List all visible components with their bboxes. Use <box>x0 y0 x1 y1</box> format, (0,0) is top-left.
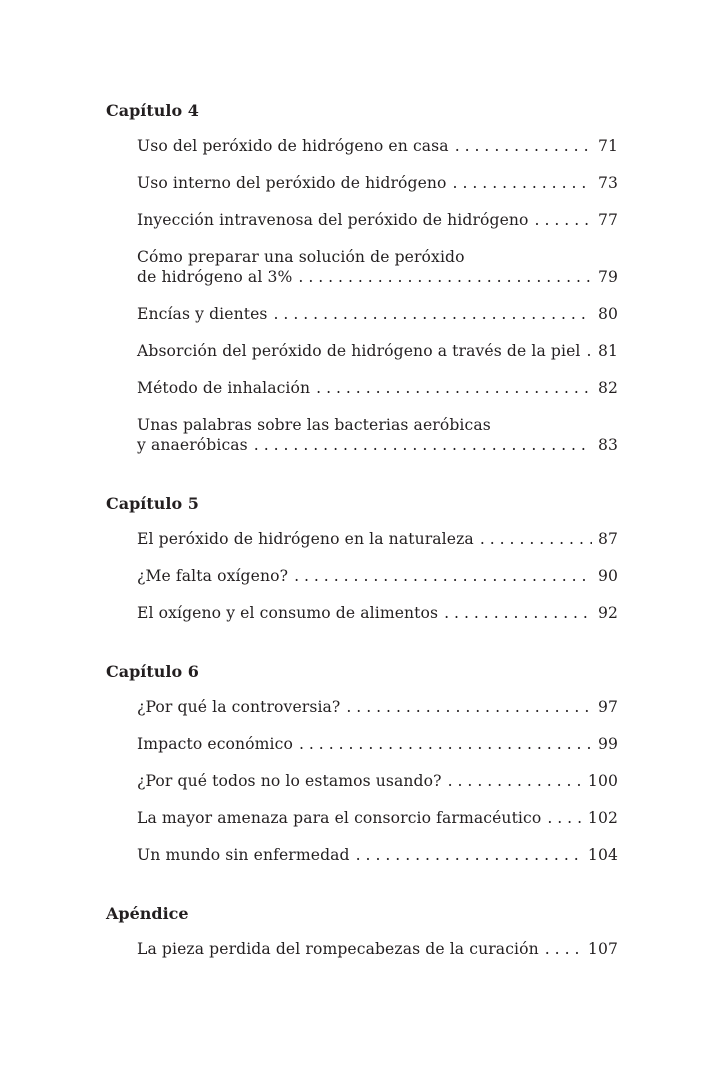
entry-title: La pieza perdida del rompecabezas de la curación <box>137 940 539 958</box>
dot-leader <box>455 136 592 156</box>
page-number: 100 <box>587 772 618 790</box>
toc-entry <box>137 529 618 549</box>
page-number: 71 <box>597 137 618 155</box>
page-number: 80 <box>597 305 618 323</box>
entry-title: Absorción del peróxido de hidrógeno a través de la piel <box>137 342 581 360</box>
dot-leader <box>294 566 592 586</box>
page-number: 99 <box>597 735 618 753</box>
section-heading: Capítulo 4 <box>106 101 199 120</box>
page-number: 87 <box>597 530 618 548</box>
toc-entry <box>137 173 618 193</box>
page-number: 81 <box>597 342 618 360</box>
entry-title: Inyección intravenosa del peróxido de hidrógeno <box>137 211 529 229</box>
toc-entry <box>137 247 618 287</box>
toc-entry <box>137 304 618 324</box>
entry-title: Método de inhalación <box>137 379 311 397</box>
entry-title: Uso del peróxido de hidrógeno en casa <box>137 137 449 155</box>
section-heading: Capítulo 6 <box>106 662 199 681</box>
section-heading: Apéndice <box>106 904 189 923</box>
entry-title-line1: Unas palabras sobre las bacterias aeróbicas <box>137 416 491 434</box>
page-number: 107 <box>587 940 618 958</box>
entry-title: Uso interno del peróxido de hidrógeno <box>137 174 447 192</box>
toc-section-apendice <box>106 903 618 959</box>
entry-title: ¿Me falta oxígeno? <box>137 567 289 585</box>
page-number: 77 <box>597 211 618 229</box>
toc-entry <box>137 210 618 230</box>
dot-leader <box>274 304 592 324</box>
toc-entry <box>137 415 618 455</box>
toc-entry <box>137 378 618 398</box>
table-of-contents <box>106 100 618 997</box>
toc-entry <box>137 136 618 156</box>
toc-entry <box>137 734 618 754</box>
toc-entry <box>137 808 618 828</box>
toc-section-capitulo-4 <box>106 100 618 455</box>
page-number: 82 <box>597 379 618 397</box>
page-number: 73 <box>597 174 618 192</box>
dot-leader <box>448 771 582 791</box>
page-number: 97 <box>597 698 618 716</box>
dot-leader <box>346 697 592 717</box>
dot-leader <box>587 341 592 361</box>
toc-entry <box>137 603 618 623</box>
toc-entry <box>137 566 618 586</box>
dot-leader <box>444 603 592 623</box>
toc-section-capitulo-6 <box>106 661 618 865</box>
page-number: 92 <box>597 604 618 622</box>
entry-title: ¿Por qué todos no lo estamos usando? <box>137 772 442 790</box>
dot-leader <box>535 210 592 230</box>
entry-title: Impacto económico <box>137 735 293 753</box>
page-number: 102 <box>587 809 618 827</box>
dot-leader <box>254 435 592 455</box>
entry-title: de hidrógeno al 3% <box>137 268 293 286</box>
dot-leader <box>298 267 592 287</box>
toc-entry <box>137 697 618 717</box>
toc-entry <box>137 845 618 865</box>
dot-leader <box>480 529 592 549</box>
dot-leader <box>356 845 582 865</box>
page-number: 104 <box>587 846 618 864</box>
dot-leader <box>316 378 592 398</box>
dot-leader <box>545 939 582 959</box>
page-number: 79 <box>597 268 618 286</box>
entry-title: El peróxido de hidrógeno en la naturaleza <box>137 530 474 548</box>
entry-title: La mayor amenaza para el consorcio farmacéutico <box>137 809 542 827</box>
entry-title-line1: Cómo preparar una solución de peróxido <box>137 248 465 266</box>
toc-section-capitulo-5 <box>106 493 618 623</box>
section-heading: Capítulo 5 <box>106 494 199 513</box>
toc-entry <box>137 341 618 361</box>
toc-entry <box>137 939 618 959</box>
dot-leader <box>547 808 582 828</box>
dot-leader <box>299 734 592 754</box>
toc-entry <box>137 771 618 791</box>
entry-title: Encías y dientes <box>137 305 268 323</box>
entry-title: ¿Por qué la controversia? <box>137 698 341 716</box>
entry-title: Un mundo sin enfermedad <box>137 846 350 864</box>
page-number: 90 <box>597 567 618 585</box>
entry-title: El oxígeno y el consumo de alimentos <box>137 604 439 622</box>
entry-title: y anaeróbicas <box>137 436 248 454</box>
dot-leader <box>453 173 592 193</box>
page-number: 83 <box>597 436 618 454</box>
